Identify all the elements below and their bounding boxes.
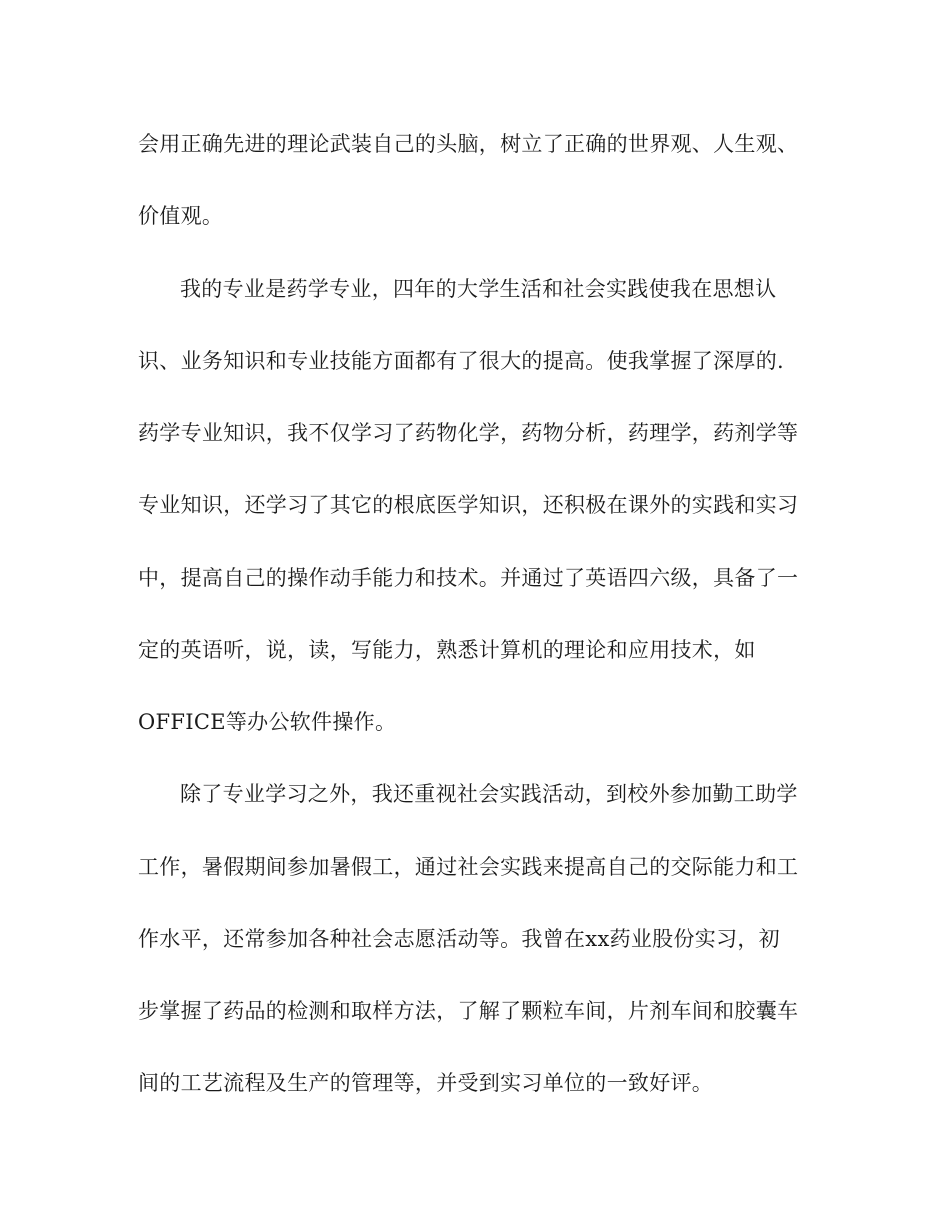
paragraph-start-line: 我的专业是药学专业，四年的大学生活和社会实践使我在思想认 <box>180 277 777 301</box>
text-line: 专业知识，还学习了其它的根底医学知识，还积极在课外的实践和实习 <box>138 493 799 517</box>
text-line: 间的工艺流程及生产的管理等，并受到实习单位的一致好评。 <box>138 1071 714 1095</box>
text-line: OFFICE等办公软件操作。 <box>138 710 397 734</box>
text-line: 工作，暑假期间参加暑假工，通过社会实践来提高自己的交际能力和工 <box>138 855 799 879</box>
text-line: 价值观。 <box>138 204 224 228</box>
text-line: 识、业务知识和专业技能方面都有了很大的提高。使我掌握了深厚的. <box>138 349 784 373</box>
text-line: 会用正确先进的理论武装自己的头脑，树立了正确的世界观、人生观、 <box>138 132 799 156</box>
text-line: 作水平，还常参加各种社会志愿活动等。我曾在xx药业股份实习，初 <box>138 927 780 951</box>
text-line: 药学专业知识，我不仅学习了药物化学，药物分析，药理学，药剂学等 <box>138 421 799 445</box>
text-line: 中，提高自己的操作动手能力和技术。并通过了英语四六级，具备了一 <box>138 566 799 590</box>
paragraph-start-line: 除了专业学习之外，我还重视社会实践活动，到校外参加勤工助学 <box>180 782 798 806</box>
text-line: 定的英语听，说，读，写能力，熟悉计算机的理论和应用技术，如 <box>138 638 756 662</box>
text-line: 步掌握了药品的检测和取样方法，了解了颗粒车间，片剂车间和胶囊车 <box>138 999 799 1023</box>
